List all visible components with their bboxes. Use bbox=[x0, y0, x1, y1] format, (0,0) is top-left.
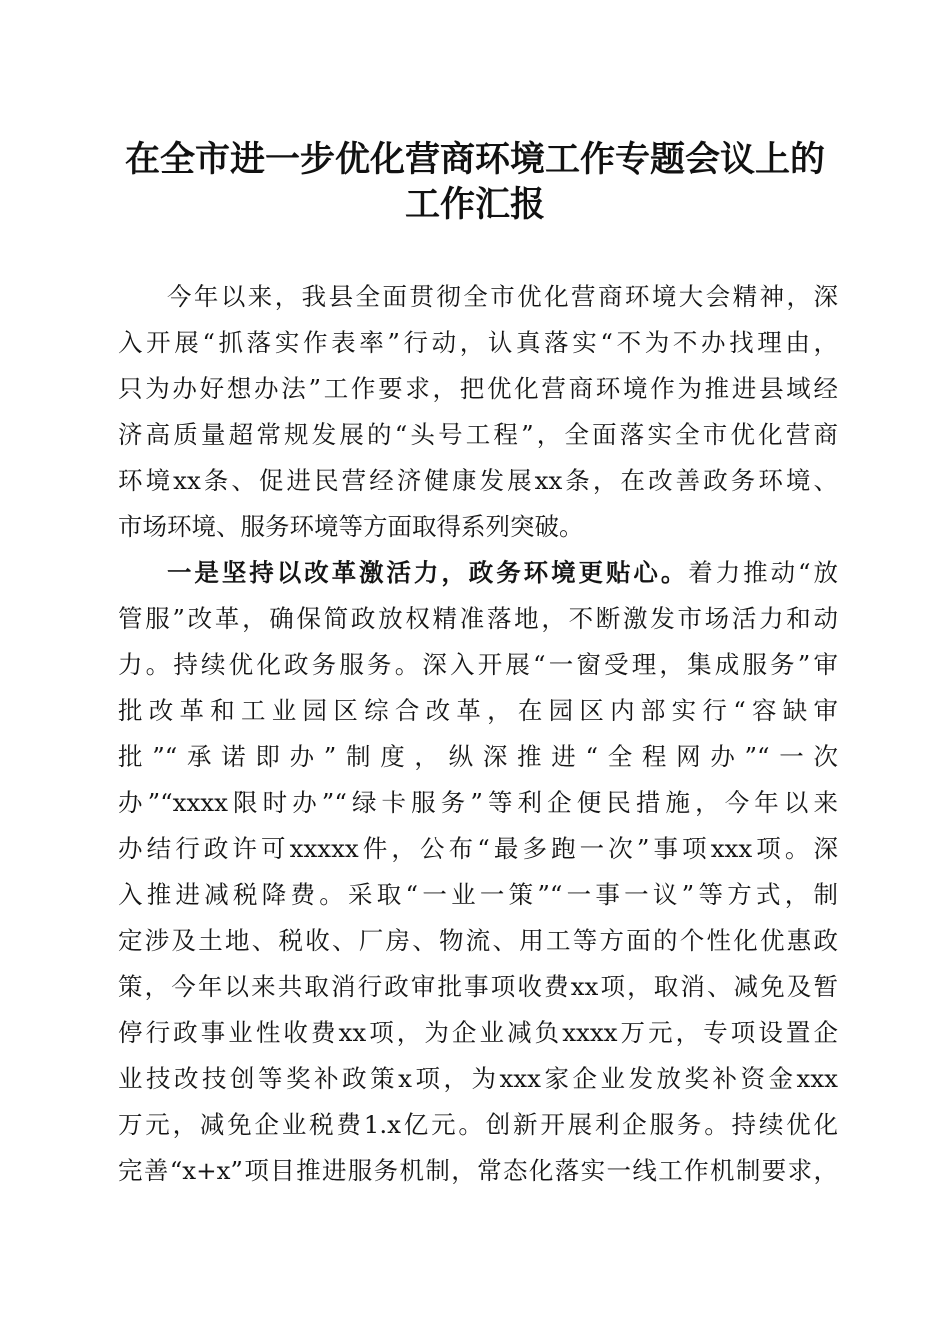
paragraph-2-line-10: 策，今年以来共取消行政审批事项收费xx项，取消、减免及暂 bbox=[118, 972, 838, 1001]
paragraph-1-line-4: 济高质量超常规发展的“头号工程”，全面落实全市优化营商 bbox=[118, 420, 838, 449]
paragraph-2-line-1-rest: 着力推动“放 bbox=[688, 558, 839, 587]
paragraph-1-line-6: 市场环境、服务环境等方面取得系列突破。 bbox=[118, 512, 584, 541]
paragraph-2-line-12: 业技改技创等奖补政策x项，为xxx家企业发放奖补资金xxx bbox=[118, 1064, 838, 1093]
paragraph-2-line-4: 批改革和工业园区综合改革，在园区内部实行“容缺审 bbox=[118, 696, 838, 725]
document-title-line-1: 在全市进一步优化营商环境工作专题会议上的 bbox=[124, 139, 825, 180]
paragraph-2-line-14: 完善“x+x”项目推进服务机制，常态化落实一线工作机制要求， bbox=[118, 1156, 838, 1185]
paragraph-2-line-2: 管服”改革，确保简政放权精准落地，不断激发市场活力和动 bbox=[118, 604, 838, 633]
paragraph-2-line-7: 办结行政许可xxxxx件，公布“最多跑一次”事项xxx项。深 bbox=[118, 834, 838, 863]
paragraph-1-line-3: 只为办好想办法”工作要求，把优化营商环境作为推进县域经 bbox=[118, 374, 838, 403]
paragraph-1-line-5: 环境xx条、促进民营经济健康发展xx条，在改善政务环境、 bbox=[118, 466, 838, 495]
paragraph-2-line-8: 入推进减税降费。采取“一业一策”“一事一议”等方式，制 bbox=[118, 880, 838, 909]
paragraph-2-line-5: 批”“承诺即办”制度，纵深推进“全程网办”“一次 bbox=[118, 742, 838, 771]
paragraph-2-line-13: 万元，减免企业税费1.x亿元。创新开展利企服务。持续优化 bbox=[118, 1110, 838, 1139]
paragraph-2-line-11: 停行政事业性收费xx项，为企业减负xxxx万元，专项设置企 bbox=[118, 1018, 838, 1047]
paragraph-2-line-1 bbox=[167, 553, 838, 593]
paragraph-2-heading: 一是坚持以改革激活力，政务环境更贴心。 bbox=[167, 558, 689, 587]
paragraph-2-line-6: 办”“xxxx限时办”“绿卡服务”等利企便民措施，今年以来 bbox=[118, 788, 838, 817]
paragraph-1-line-1: 今年以来，我县全面贯彻全市优化营商环境大会精神，深 bbox=[167, 282, 838, 311]
paragraph-1-line-2: 入开展“抓落实作表率”行动，认真落实“不为不办找理由， bbox=[118, 328, 838, 357]
paragraph-2-line-3: 力。持续优化政务服务。深入开展“一窗受理，集成服务”审 bbox=[118, 650, 838, 679]
document-title-line-2: 工作汇报 bbox=[404, 184, 545, 225]
paragraph-2-line-9: 定涉及土地、税收、厂房、物流、用工等方面的个性化优惠政 bbox=[118, 926, 838, 955]
